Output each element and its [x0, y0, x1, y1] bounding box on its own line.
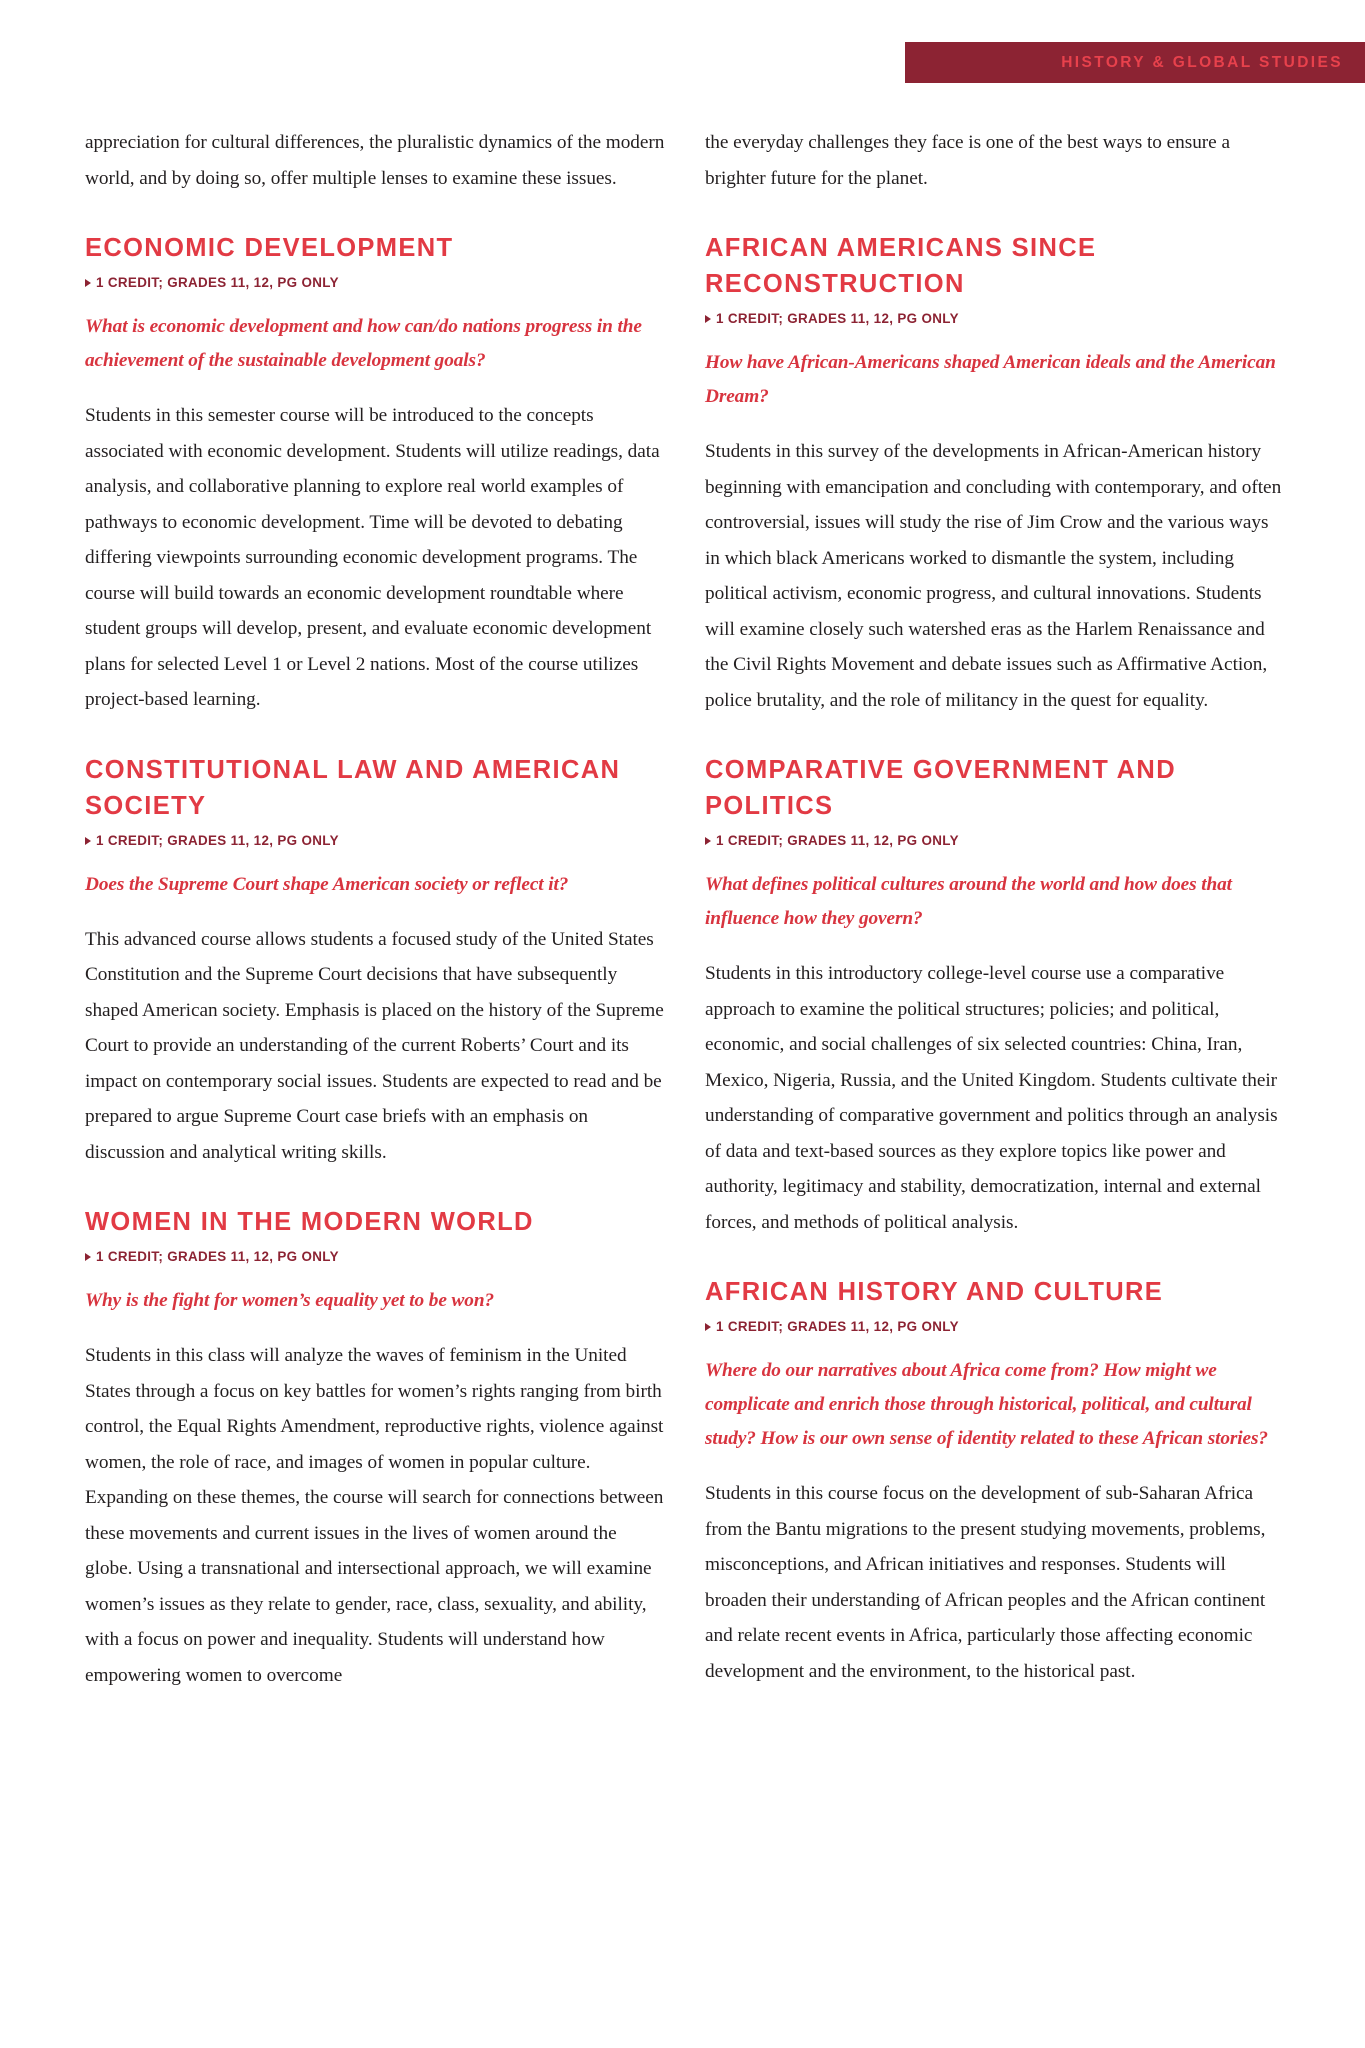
course-title: WOMEN IN THE MODERN WORLD [85, 1208, 534, 1236]
left-continued-paragraph: appreciation for cultural differences, the pluralistic dynamics of the modern world, and by doing so, offer multiple lenses to examine these issues. [85, 132, 665, 189]
course-title: CONSTITUTIONAL LAW AND AMERICAN SOCIETY [85, 755, 621, 820]
credit-line [85, 833, 665, 848]
credit-text: 1 CREDIT; GRADES 11, 12, PG ONLY [96, 1249, 339, 1264]
triangle-bullet-icon [705, 837, 711, 845]
credit-line [705, 311, 1285, 326]
triangle-bullet-icon [85, 837, 91, 845]
course-title: ECONOMIC DEVELOPMENT [85, 234, 454, 262]
triangle-bullet-icon [85, 279, 91, 287]
course-entry-african-history-and-culture [705, 1274, 1285, 1689]
course-entry-constitutional-law [85, 752, 665, 1171]
course-title: COMPARATIVE GOVERNMENT AND POLITICS [705, 756, 1176, 820]
right-continued-paragraph: the everyday challenges they face is one of the best ways to ensure a brighter future for the planet. [705, 132, 1230, 189]
triangle-bullet-icon [85, 1253, 91, 1261]
right-column [705, 125, 1285, 1689]
credit-line [85, 275, 665, 290]
course-essential-question: What defines political cultures around the world and how does that influence how they govern? [705, 874, 1232, 929]
left-column [85, 125, 665, 1693]
credit-line [85, 1249, 665, 1264]
course-description: Students in this introductory college-level course use a comparative approach to examine the political structures; policies; and political, economic, and social challenges of six selected countries: China, Iran, Mexico, Nigeria, Russia, and the United Kingdom. Students cultivate their understanding of comparative government and politics through an analysis of data and text-based sources as they explore topics like power and authority, legitimacy and stability, democratization, internal and external forces, and methods of political analysis. [705, 963, 1278, 1233]
course-essential-question: What is economic development and how can/do nations progress in the achievement of the sustainable development goals? [85, 316, 642, 371]
course-title: AFRICAN AMERICANS SINCE RECONSTRUCTION [705, 234, 1097, 298]
credit-text: 1 CREDIT; GRADES 11, 12, PG ONLY [96, 275, 339, 290]
two-column-layout [85, 125, 1287, 1693]
credit-line [705, 833, 1285, 848]
credit-text: 1 CREDIT; GRADES 11, 12, PG ONLY [716, 1319, 959, 1334]
credit-text: 1 CREDIT; GRADES 11, 12, PG ONLY [96, 832, 339, 848]
course-essential-question: Where do our narratives about Africa come from? How might we complicate and enrich those through historical, political, and cultural study? How is our own sense of identity related to these African stories? [705, 1360, 1268, 1449]
course-essential-question: Why is the fight for women’s equality yet to be won? [85, 1290, 494, 1311]
triangle-bullet-icon [705, 315, 711, 323]
credit-text: 1 CREDIT; GRADES 11, 12, PG ONLY [716, 311, 959, 326]
course-entry-women-modern-world [85, 1204, 665, 1693]
course-entry-economic-development [85, 230, 665, 718]
triangle-bullet-icon [705, 1323, 711, 1331]
course-description: Students in this class will analyze the waves of feminism in the United States through a focus on key battles for women’s rights ranging from birth control, the Equal Rights Amendment, reproductive rights, violence against women, the role of race, and images of women in popular culture. Expanding on these themes, the course will search for connections between these movements and current issues in the lives of women around the globe. Using a transnational and intersectional approach, we will examine women’s issues as they relate to gender, race, class, sexuality, and ability, with a focus on power and inequality. Students will understand how empowering women to overcome [85, 1345, 664, 1686]
course-description: Students in this semester course will be introduced to the concepts associated with economic development. Students will utilize readings, data analysis, and collaborative planning to explore real world examples of pathways to economic development. Time will be devoted to debating differing viewpoints surrounding economic development programs. The course will build towards an economic development roundtable where student groups will develop, present, and evaluate economic development plans for selected Level 1 or Level 2 nations. Most of the course utilizes project-based learning. [85, 405, 660, 710]
credit-line [705, 1319, 1285, 1334]
course-description: This advanced course allows students a focused study of the United States Constitution and the Supreme Court decisions that have subsequently shaped American society. Emphasis is placed on the history of the Supreme Court to provide an understanding of the current Roberts’ Court and its impact on contemporary social issues. Students are expected to read and be prepared to argue Supreme Court case briefs with an emphasis on discussion and analytical writing skills. [85, 928, 664, 1163]
course-essential-question: How have African-Americans shaped American ideals and the American Dream? [705, 352, 1276, 407]
course-essential-question: Does the Supreme Court shape American society or reflect it? [85, 873, 569, 895]
running-header-text: HISTORY & GLOBAL STUDIES [1061, 53, 1343, 71]
course-description: Students in this survey of the developments in African-American history beginning with emancipation and concluding with contemporary, and often controversial, issues will study the rise of Jim Crow and the various ways in which black Americans worked to dismantle the system, including political activism, economic progress, and cultural innovations. Students will examine closely such watershed eras as the Harlem Renaissance and the Civil Rights Movement and debate issues such as Affirmative Action, police brutality, and the role of militancy in the quest for equality. [705, 441, 1282, 711]
course-entry-african-americans-since-reconstruction [705, 230, 1285, 718]
course-title: AFRICAN HISTORY AND CULTURE [705, 1278, 1164, 1306]
credit-text: 1 CREDIT; GRADES 11, 12, PG ONLY [716, 833, 959, 848]
course-entry-comparative-government-and-politics [705, 752, 1285, 1240]
course-description: Students in this course focus on the development of sub-Saharan Africa from the Bantu migrations to the present studying movements, problems, misconceptions, and African initiatives and responses. Students will broaden their understanding of African peoples and the African continent and relate recent events in Africa, particularly those affecting economic development and the environment, to the historical past. [705, 1483, 1266, 1682]
